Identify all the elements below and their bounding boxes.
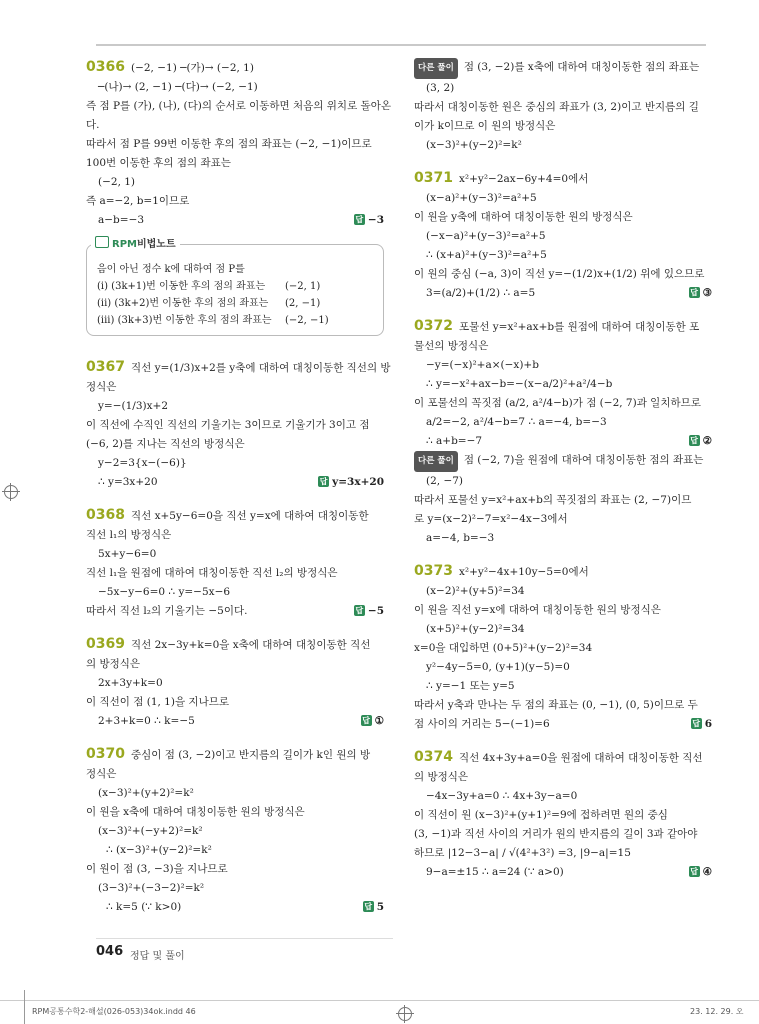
problem-heading [414,748,712,768]
solution-line [414,413,712,432]
alt-solution-badge: 다른 풀이 [414,58,458,79]
line-text: 즉 점 P를 (가), (나), (다)의 순서로 이동하면 처음의 위치로 돌아온 [86,100,391,112]
crop-mark [24,990,25,1024]
solution-line [414,696,712,715]
line-text: (−2, −1) ─(가)→ (−2, 1) [130,62,254,74]
note-intro: 음이 아닌 정수 k에 대하여 점 P를 [97,264,245,275]
section-gap [86,344,384,358]
line-text: ∴ y=−x²+ax−b=−(x−a/2)²+a²/4−b [426,378,613,390]
answer-value: ② [702,435,712,447]
note-row-label: (i) (3k+1)번 이동한 후의 점의 좌표는 [97,281,266,292]
solution-line [86,526,384,545]
problem-heading [414,317,712,337]
solution-line [86,693,384,712]
line-text: y=−(1/3)x+2 [98,400,169,412]
answer-value: 5 [376,901,384,913]
section-gap [414,303,712,317]
line-text: 포물선 y=x²+ax+b를 원점에 대하여 대칭이동한 포 [458,321,700,333]
line-text: 로 y=(x−2)²−7=x²−4x−3에서 [414,513,568,525]
line-text: 직선 2x−3y+k=0을 x축에 대하여 대칭이동한 직선 [130,639,371,651]
answer [689,863,712,882]
solution-line [414,451,712,472]
solution-line [414,472,712,491]
solution-line [86,564,384,583]
problem-number: 0373 [414,563,453,579]
section-gap [86,731,384,745]
solution-line [414,98,712,117]
section-gap [414,548,712,562]
line-text: −4x−3y+a=0 ∴ 4x+3y−a=0 [426,790,578,802]
line-text: (x−a)²+(y−3)²=a²+5 [426,192,537,204]
line-text: 100번 이동한 후의 점의 좌표는 [86,157,231,169]
line-text: 즉 a=−2, b=1이므로 [86,195,190,207]
solution-line [86,712,384,731]
line-text: 2+3+k=0 ∴ k=−5 [98,715,195,727]
line-text: 직선 l₁의 방정식은 [86,529,172,541]
note-row-label: (iii) (3k+3)번 이동한 후의 점의 좌표는 [97,315,272,326]
line-text: 이 원이 점 (3, −3)을 지나므로 [86,863,228,875]
file-info: RPM공통수학2-해설(026-053)34ok.indd 46 [32,1007,196,1016]
solution-line [86,378,384,397]
line-text: 2x+3y+k=0 [98,677,163,689]
line-text: 따라서 포물선 y=x²+ax+b의 꼭짓점의 좌표는 (2, −7)이므 [414,494,692,506]
solution-line [86,602,384,621]
line-text: y²−4y−5=0, (y+1)(y−5)=0 [426,661,570,673]
line-text: 중심이 점 (3, −2)이고 반지름의 길이가 k인 원의 방 [130,749,371,761]
line-text: ∴ (x−3)²+(y−2)²=k² [106,844,212,856]
line-text: ∴ (x+a)²+(y−3)²=a²+5 [426,249,547,261]
problem-number: 0366 [86,59,125,75]
problem-heading [414,169,712,189]
solution-line [414,787,712,806]
solution-line [414,601,712,620]
line-text: 3=(a/2)+(1/2) ∴ a=5 [426,287,536,299]
solution-line [414,208,712,227]
problem-heading [86,745,384,765]
line-text: (x+5)²+(y−2)²=34 [426,623,525,635]
pencil-icon [95,236,109,248]
solution-line [414,806,712,825]
line-text: ∴ y=3x+20 [98,476,158,488]
problem-number: 0372 [414,318,453,334]
note-brand: RPM [112,239,137,250]
solution-line [414,768,712,787]
line-text: 이 직선이 원 (x−3)²+(y+1)²=9에 접하려면 원의 중심 [414,809,668,821]
line-text: ─(나)→ (2, −1) ─(다)→ (−2, −1) [98,81,258,93]
footer-rule [96,938,393,939]
line-text: (x−3)²+(−y+2)²=k² [98,825,203,837]
solution-line [86,416,384,435]
line-text: 정식은 [86,381,117,393]
solution-line [86,898,384,917]
line-text: −5x−y−6=0 ∴ y=−5x−6 [98,586,231,598]
solution-line [86,454,384,473]
line-text: x²+y²−4x+10y−5=0에서 [458,566,589,578]
answer-value: ① [374,715,384,727]
line-text: 점 사이의 거리는 5−(−1)=6 [414,718,550,730]
line-text: −y=(−x)²+a×(−x)+b [426,359,539,371]
line-text: 직선 x+5y−6=0을 직선 y=x에 대하여 대칭이동한 [130,510,369,522]
solution-line [86,765,384,784]
solution-line [86,545,384,564]
line-text: (−x−a)²+(y−3)²=a²+5 [426,230,546,242]
solution-line [86,583,384,602]
note-label: 비법노트 [136,239,176,250]
solution-line [86,78,384,97]
note-row [97,295,371,312]
solution-line [86,879,384,898]
solution-line [414,529,712,548]
line-text: 직선 y=(1/3)x+2를 y축에 대하여 대칭이동한 직선의 방 [130,362,391,374]
solution-line [86,803,384,822]
solution-line [86,860,384,879]
line-text: 이 원을 y축에 대하여 대칭이동한 원의 방정식은 [414,211,633,223]
problem-heading [86,635,384,655]
answer [354,602,384,621]
solution-line [414,658,712,677]
line-text: 이 직선이 점 (1, 1)을 지나므로 [86,696,230,708]
solution-line [86,135,384,154]
page-number: 046 [96,944,124,959]
line-text: 다. [86,119,100,131]
note-row-value: (2, −1) [285,298,321,309]
solution-line [86,435,384,454]
answer-badge-icon: 답 [355,215,364,224]
line-text: 이 원의 중심 (−a, 3)이 직선 y=−(1/2)x+(1/2) 위에 있으므로 [414,268,705,280]
solution-line [414,375,712,394]
problem-number: 0374 [414,749,453,765]
note-row [97,312,371,329]
line-text: (−2, 1) [98,176,136,188]
line-text: 의 방정식은 [414,771,469,783]
solution-line [414,432,712,451]
problem-number: 0367 [86,359,125,375]
solution-line [414,582,712,601]
answer [354,211,384,230]
note-row-value: (−2, 1) [285,281,321,292]
registration-mark-icon [398,1007,412,1021]
section-gap [414,734,712,748]
note-tag [91,235,180,250]
problem-number: 0370 [86,746,125,762]
line-text: 이 원을 직선 y=x에 대하여 대칭이동한 원의 방정식은 [414,604,661,616]
answer-value: ④ [702,866,712,878]
solution-line [414,284,712,303]
answer-badge-icon: 답 [362,716,370,725]
line-text: (x−2)²+(y+5)²=34 [426,585,525,597]
line-text: 직선 l₁을 원점에 대하여 대칭이동한 직선 l₂의 방정식은 [86,567,338,579]
line-text: a=−4, b=−3 [426,532,495,544]
solution-line [86,154,384,173]
line-text: 정식은 [86,768,117,780]
solution-line [86,116,384,135]
answer-badge-icon: 답 [319,477,328,486]
line-text: a/2=−2, a²/4−b=7 ∴ a=−4, b=−3 [426,416,607,428]
section-gap [86,492,384,506]
answer-badge-icon: 답 [364,902,373,911]
registration-mark-icon [4,485,18,499]
answer-value: y=3x+20 [332,476,384,488]
solution-line [414,825,712,844]
line-text: ∴ a+b=−7 [426,435,483,447]
answer [361,712,384,731]
line-text: 물선의 방정식은 [414,340,489,352]
line-text: 이 원을 x축에 대하여 대칭이동한 원의 방정식은 [86,806,305,818]
solution-line [86,173,384,192]
solution-line [414,863,712,882]
solution-line [86,841,384,860]
line-text: 9−a=±15 ∴ a=24 (∵ a>0) [426,866,564,878]
left-column [86,58,391,917]
section-gap [86,621,384,635]
line-text: 점 (3, −2)를 x축에 대하여 대칭이동한 점의 좌표는 [463,61,700,73]
page-label: 정답 및 풀이 [130,951,185,962]
solution-line [414,639,712,658]
solution-line [414,337,712,356]
solution-line [86,822,384,841]
line-text: 이 포물선의 꼭짓점 (a/2, a²/4−b)가 점 (−2, 7)과 일치하므로 [414,397,701,409]
line-text: 따라서 y축과 만나는 두 점의 좌표는 (0, −1), (0, 5)이므로 두 [414,699,698,711]
answer-value: 6 [704,718,712,730]
solution-line [414,491,712,510]
solution-line [86,655,384,674]
solution-line [414,265,712,284]
answer [318,473,384,492]
line-text: (−6, 2)를 지나는 직선의 방정식은 [86,438,245,450]
problem-heading [86,506,384,526]
solution-line [414,227,712,246]
solution-line [86,473,384,492]
line-text: 이가 k이므로 이 원의 방정식은 [414,120,556,132]
line-text: 하므로 |12−3−a| / √(4²+3²) =3, |9−a|=15 [414,847,631,859]
note-row [97,278,371,295]
answer-value: ③ [702,287,712,299]
line-text: y−2=3{x−(−6)} [98,457,187,469]
line-text: (x−3)²+(y−2)²=k² [426,139,522,151]
line-text: (3, −1)과 직선 사이의 거리가 원의 반지름의 길이 3과 같아야 [414,828,698,840]
solution-line [414,58,712,79]
note-row-value: (−2, −1) [285,315,329,326]
solution-line [86,97,391,116]
section-gap [414,155,712,169]
solution-line [414,677,712,696]
right-column [414,58,712,882]
solution-line [414,715,712,734]
line-text: 의 방정식은 [86,658,141,670]
answer-badge-icon: 답 [690,867,698,876]
solution-line [414,136,712,155]
line-text: (2, −7) [426,475,464,487]
problem-number: 0371 [414,170,453,186]
solution-line [414,510,712,529]
line-text: (3−3)²+(−3−2)²=k² [98,882,205,894]
line-text: (x−3)²+(y+2)²=k² [98,787,194,799]
line-text: 따라서 점 P를 99번 이동한 후의 점의 좌표는 (−2, −1)이므로 [86,138,372,150]
line-text: 이 직선에 수직인 직선의 기울기는 3이므로 기울기가 3이고 점 [86,419,370,431]
date-info: 23. 12. 29. 오 [690,1007,744,1016]
bottom-rule [0,1000,759,1001]
line-text: a−b=−3 [98,214,145,226]
answer-value: −3 [367,214,384,226]
solution-line [86,211,384,230]
answer-badge-icon: 답 [692,719,701,728]
line-text: x=0을 대입하면 (0+5)²+(y−2)²=34 [414,642,593,654]
problem-number: 0369 [86,636,125,652]
solution-line [414,246,712,265]
solution-line [86,674,384,693]
answer [691,715,712,734]
solution-line [414,189,712,208]
line-text: ∴ y=−1 또는 y=5 [426,680,515,692]
solution-line [414,356,712,375]
line-text: 점 (−2, 7)을 원점에 대하여 대칭이동한 점의 좌표는 [463,454,704,466]
problem-heading [86,358,391,378]
note-row-label: (ii) (3k+2)번 이동한 후의 점의 좌표는 [97,298,269,309]
answer-badge-icon: 답 [355,606,364,615]
top-rule [96,44,706,46]
solution-line [86,192,384,211]
problem-number: 0368 [86,507,125,523]
alt-solution-badge: 다른 풀이 [414,451,458,472]
answer [689,284,712,303]
line-text: 5x+y−6=0 [98,548,157,560]
solution-line [414,117,712,136]
answer-badge-icon: 답 [690,436,698,445]
line-text: x²+y²−2ax−6y+4=0에서 [458,173,589,185]
solution-line [414,394,712,413]
rpm-secret-note [86,239,384,336]
answer-badge-icon: 답 [690,288,698,297]
solution-line [414,620,712,639]
problem-heading [86,58,384,78]
answer-value: −5 [367,605,384,617]
line-text: (3, 2) [426,82,455,94]
solution-line [86,784,384,803]
line-text: 따라서 대칭이동한 원은 중심의 좌표가 (3, 2)이고 반지름의 길 [414,101,699,113]
answer [689,432,712,451]
line-text: ∴ k=5 (∵ k>0) [106,901,182,913]
solution-line [414,844,712,863]
answer [363,898,384,917]
problem-heading [414,562,712,582]
solution-line [86,397,384,416]
solution-line [414,79,712,98]
line-text: 직선 4x+3y+a=0을 원점에 대하여 대칭이동한 직선 [458,752,703,764]
line-text: 따라서 직선 l₂의 기울기는 −5이다. [86,605,248,617]
